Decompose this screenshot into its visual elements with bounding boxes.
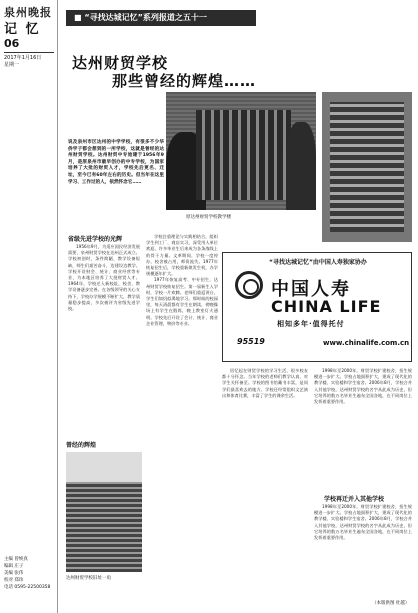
school-building-photo: [166, 92, 316, 210]
article-column: [314, 504, 412, 598]
article-column: [146, 234, 218, 604]
china-life-ad[interactable]: [222, 252, 412, 362]
subhead: 学校再迁并入其他学校: [324, 496, 385, 503]
old-campus-photo: [66, 452, 142, 572]
page-number: 06: [4, 37, 20, 50]
paragraph: 1956年9月，为适应国民经济发展需要，泉州财贸学校在达州正式成立。学校初创时，条件简陋，教学设备短缺，师生们艰苦奋斗，边建设边教学。学校开设财会、统计、商业经营等专业，为本地区培养了大批财贸人才。1964年，学校迁入新校址，校舍、教学设备逐步完善。在各级领导的关心支持下，学校办学规模不断扩大，教学质量稳步提高，多次被评为省级先进学校。: [68, 244, 140, 312]
subhead: 省级先进学校的光辉: [68, 236, 123, 243]
editor-credits: [4, 556, 56, 591]
ad-brand-cn: 中国人寿: [271, 279, 351, 300]
editor-line: 编辑 庄子: [4, 564, 24, 569]
series-banner: ■ “寻找达城记忆”系列报道之五十一: [66, 10, 256, 26]
photo-building: [196, 110, 291, 200]
headline-line1: 达州财贸学校: [72, 54, 169, 72]
editor-line: 电话 0595-22500358: [4, 585, 51, 590]
divider: [4, 52, 54, 53]
photo-credit: （本版供图 杜越）: [372, 601, 410, 606]
article-column: [314, 368, 412, 488]
editor-line: 主编 曾焕真: [4, 557, 28, 562]
school-photo-right: [322, 92, 412, 242]
paragraph: 1998年至2000年，财贸学校扩建校舍，招生规模进一步扩大。学校占地面积扩大，建成了现代化的教学楼、实验楼和学生宿舍。2006年8月，学校合并入其他学校，达州财贸学校的名字从此成为历史，但它培养的数万名毕业生遍布全国各地，在不同岗位上发挥着重要作用。: [314, 368, 412, 405]
ad-phone: 95519: [237, 337, 265, 346]
left-sidebar: [0, 0, 58, 613]
photo-caption: 原达州财贸学校教学楼: [186, 215, 231, 220]
headline-line2: 那些曾经的辉煌……: [112, 72, 257, 90]
photo-sky: [66, 452, 142, 482]
masthead: 泉州晚报: [4, 6, 52, 19]
ad-website-link[interactable]: www.chinalife.com.cn: [323, 339, 410, 347]
photo-building: [330, 102, 404, 232]
subhead: 曾经的辉煌: [66, 440, 142, 449]
issue-date: 2017年1月16日: [4, 55, 42, 61]
paragraph: 1977年恢复高考、中专招生，达州财贸学校恢复招生。第一届新生入学时，学校一片欢腾。老师们重返讲台，学生们如饥似渴地学习。那时候的校园里，每天清晨都有学生在朗读，傍晚操场上有学生在锻炼，晚上教室灯火通明。学校先后开设了会计、统计、商业企业管理、物价等专业。: [146, 277, 218, 326]
article-intro: 说及泉州市区达州的中学学校，有很多不少华侨学子都会想到的一所学校，这就是曾经的达州财贸学校。达州财贸中专始建于1956年9月，是原泉州市最早创办的中专学校，为国家培养了大批的财贸人才，学校先后更名、迁址，至今已有60年左右的历史。但当年在这里学习、工作过的人，依然怀念它……: [68, 140, 164, 185]
china-life-logo-icon: [235, 271, 263, 299]
paragraph: 1998年至2000年，财贸学校扩建校舍，招生规模进一步扩大。学校占地面积扩大，建成了现代化的教学楼、实验楼和学生宿舍。2006年8月，学校合并入其他学校，达州财贸学校的名字从此成为历史，但它培养的数万名毕业生遍布全国各地，在不同岗位上发挥着重要作用。: [314, 504, 412, 541]
article-column: [68, 244, 140, 449]
section-info: [4, 22, 54, 69]
ad-slogan: 相知多年·值得托付: [277, 320, 345, 328]
section-name: 记 忆: [4, 22, 41, 37]
issue-weekday: 星期一: [4, 62, 20, 68]
paragraph: 回忆起在财贸学校的学习生活，很多校友都十分怀念。当年学校的老师们教学认真，对学生关怀备至。学校的图书馆藏书丰富，是同学们最喜欢去的地方。学校还经常组织文艺演出和体育比赛，丰富了学生的课余生活。: [222, 368, 308, 398]
photo-tree: [286, 122, 316, 210]
ad-sponsor-line: “寻找达城记忆”由中国人寿独家协办: [269, 259, 367, 266]
article-column: [222, 368, 308, 604]
ad-brand-en: CHINA LIFE: [271, 297, 382, 316]
editor-line: 美编 张伟: [4, 571, 24, 576]
editor-line: 校对 郑珍: [4, 578, 24, 583]
paragraph: 学校注重理论与实践相结合，组织学生到工厂、商店实习，深受用人单位欢迎。许多毕业生后来成为各条战线上的骨干力量。文革期间，学校一度停办，校舍被占用，师资流失。1977年恢复招生后，学校重新焕发生机，办学规模逐年扩大。: [146, 234, 218, 277]
photo-caption: 达州财贸学校旧址一角: [66, 576, 111, 581]
